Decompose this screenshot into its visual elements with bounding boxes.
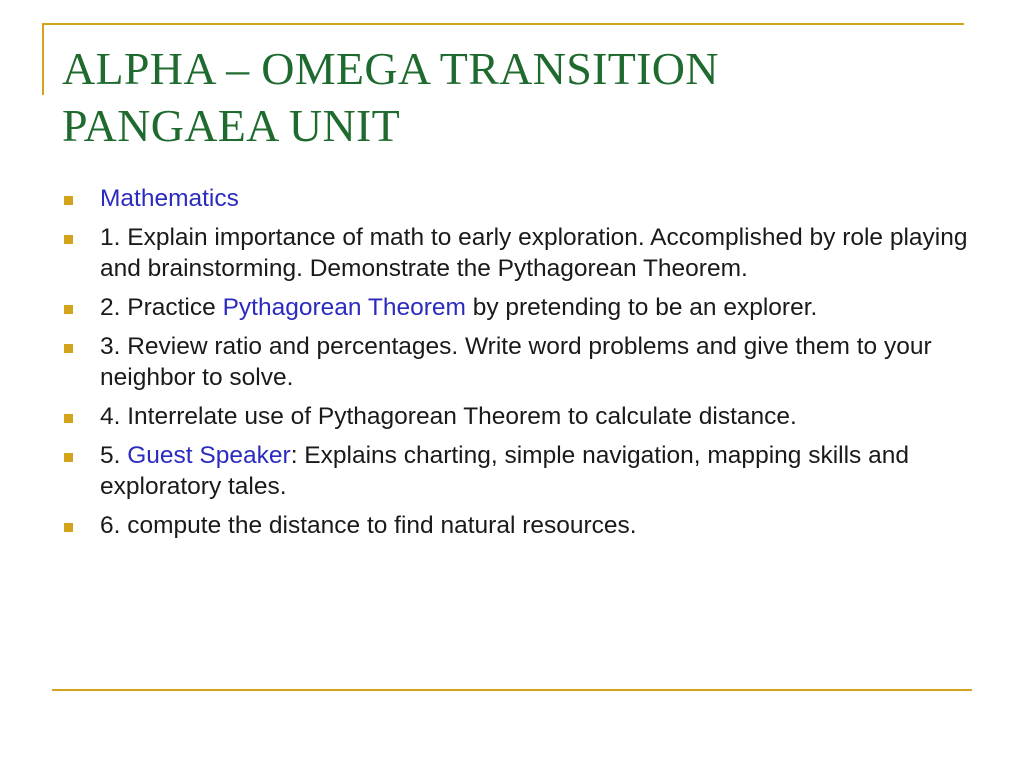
bullet-text: : Explains charting, simple navigation, mapping skills and exploratory tales.: [100, 442, 909, 500]
square-bullet-icon: [64, 414, 73, 423]
highlighted-term: Pythagorean Theorem: [222, 294, 466, 321]
bullet-text: Mathematics: [100, 185, 239, 212]
bullet-text: 1. Explain importance of math to early exploration. Accomplished by role playing and brainstorming. Demonstrate the Pythagorean Theorem.: [100, 224, 968, 282]
list-item: [62, 292, 972, 323]
bullet-text: 6. compute the distance to find natural resources.: [100, 512, 637, 539]
list-item: [62, 183, 972, 214]
bullet-list: [62, 183, 972, 549]
left-rule: [42, 23, 44, 95]
list-item: [62, 222, 972, 284]
bottom-rule: [52, 689, 972, 691]
list-item: [62, 510, 972, 541]
bullet-text: by pretending to be an explorer.: [465, 294, 818, 321]
square-bullet-icon: [64, 235, 73, 244]
list-item: [62, 440, 972, 502]
square-bullet-icon: [64, 344, 73, 353]
list-item: [62, 401, 972, 432]
slide-title: [62, 40, 962, 154]
list-item: [62, 331, 972, 393]
highlighted-term: Guest Speaker: [127, 442, 291, 469]
title-line-1: ALPHA – OMEGA TRANSITION: [62, 43, 719, 94]
bullet-text: 3. Review ratio and percentages. Write word problems and give them to your neighbor to solve.: [100, 333, 932, 391]
bullet-text: 4. Interrelate use of Pythagorean Theorem to calculate distance.: [100, 403, 797, 430]
square-bullet-icon: [64, 196, 73, 205]
bullet-text: 2. Practice: [100, 294, 223, 321]
square-bullet-icon: [64, 523, 73, 532]
top-rule: [42, 23, 964, 25]
bullet-text: 5.: [100, 442, 128, 469]
square-bullet-icon: [64, 453, 73, 462]
title-line-2: PANGAEA UNIT: [62, 100, 400, 151]
square-bullet-icon: [64, 305, 73, 314]
